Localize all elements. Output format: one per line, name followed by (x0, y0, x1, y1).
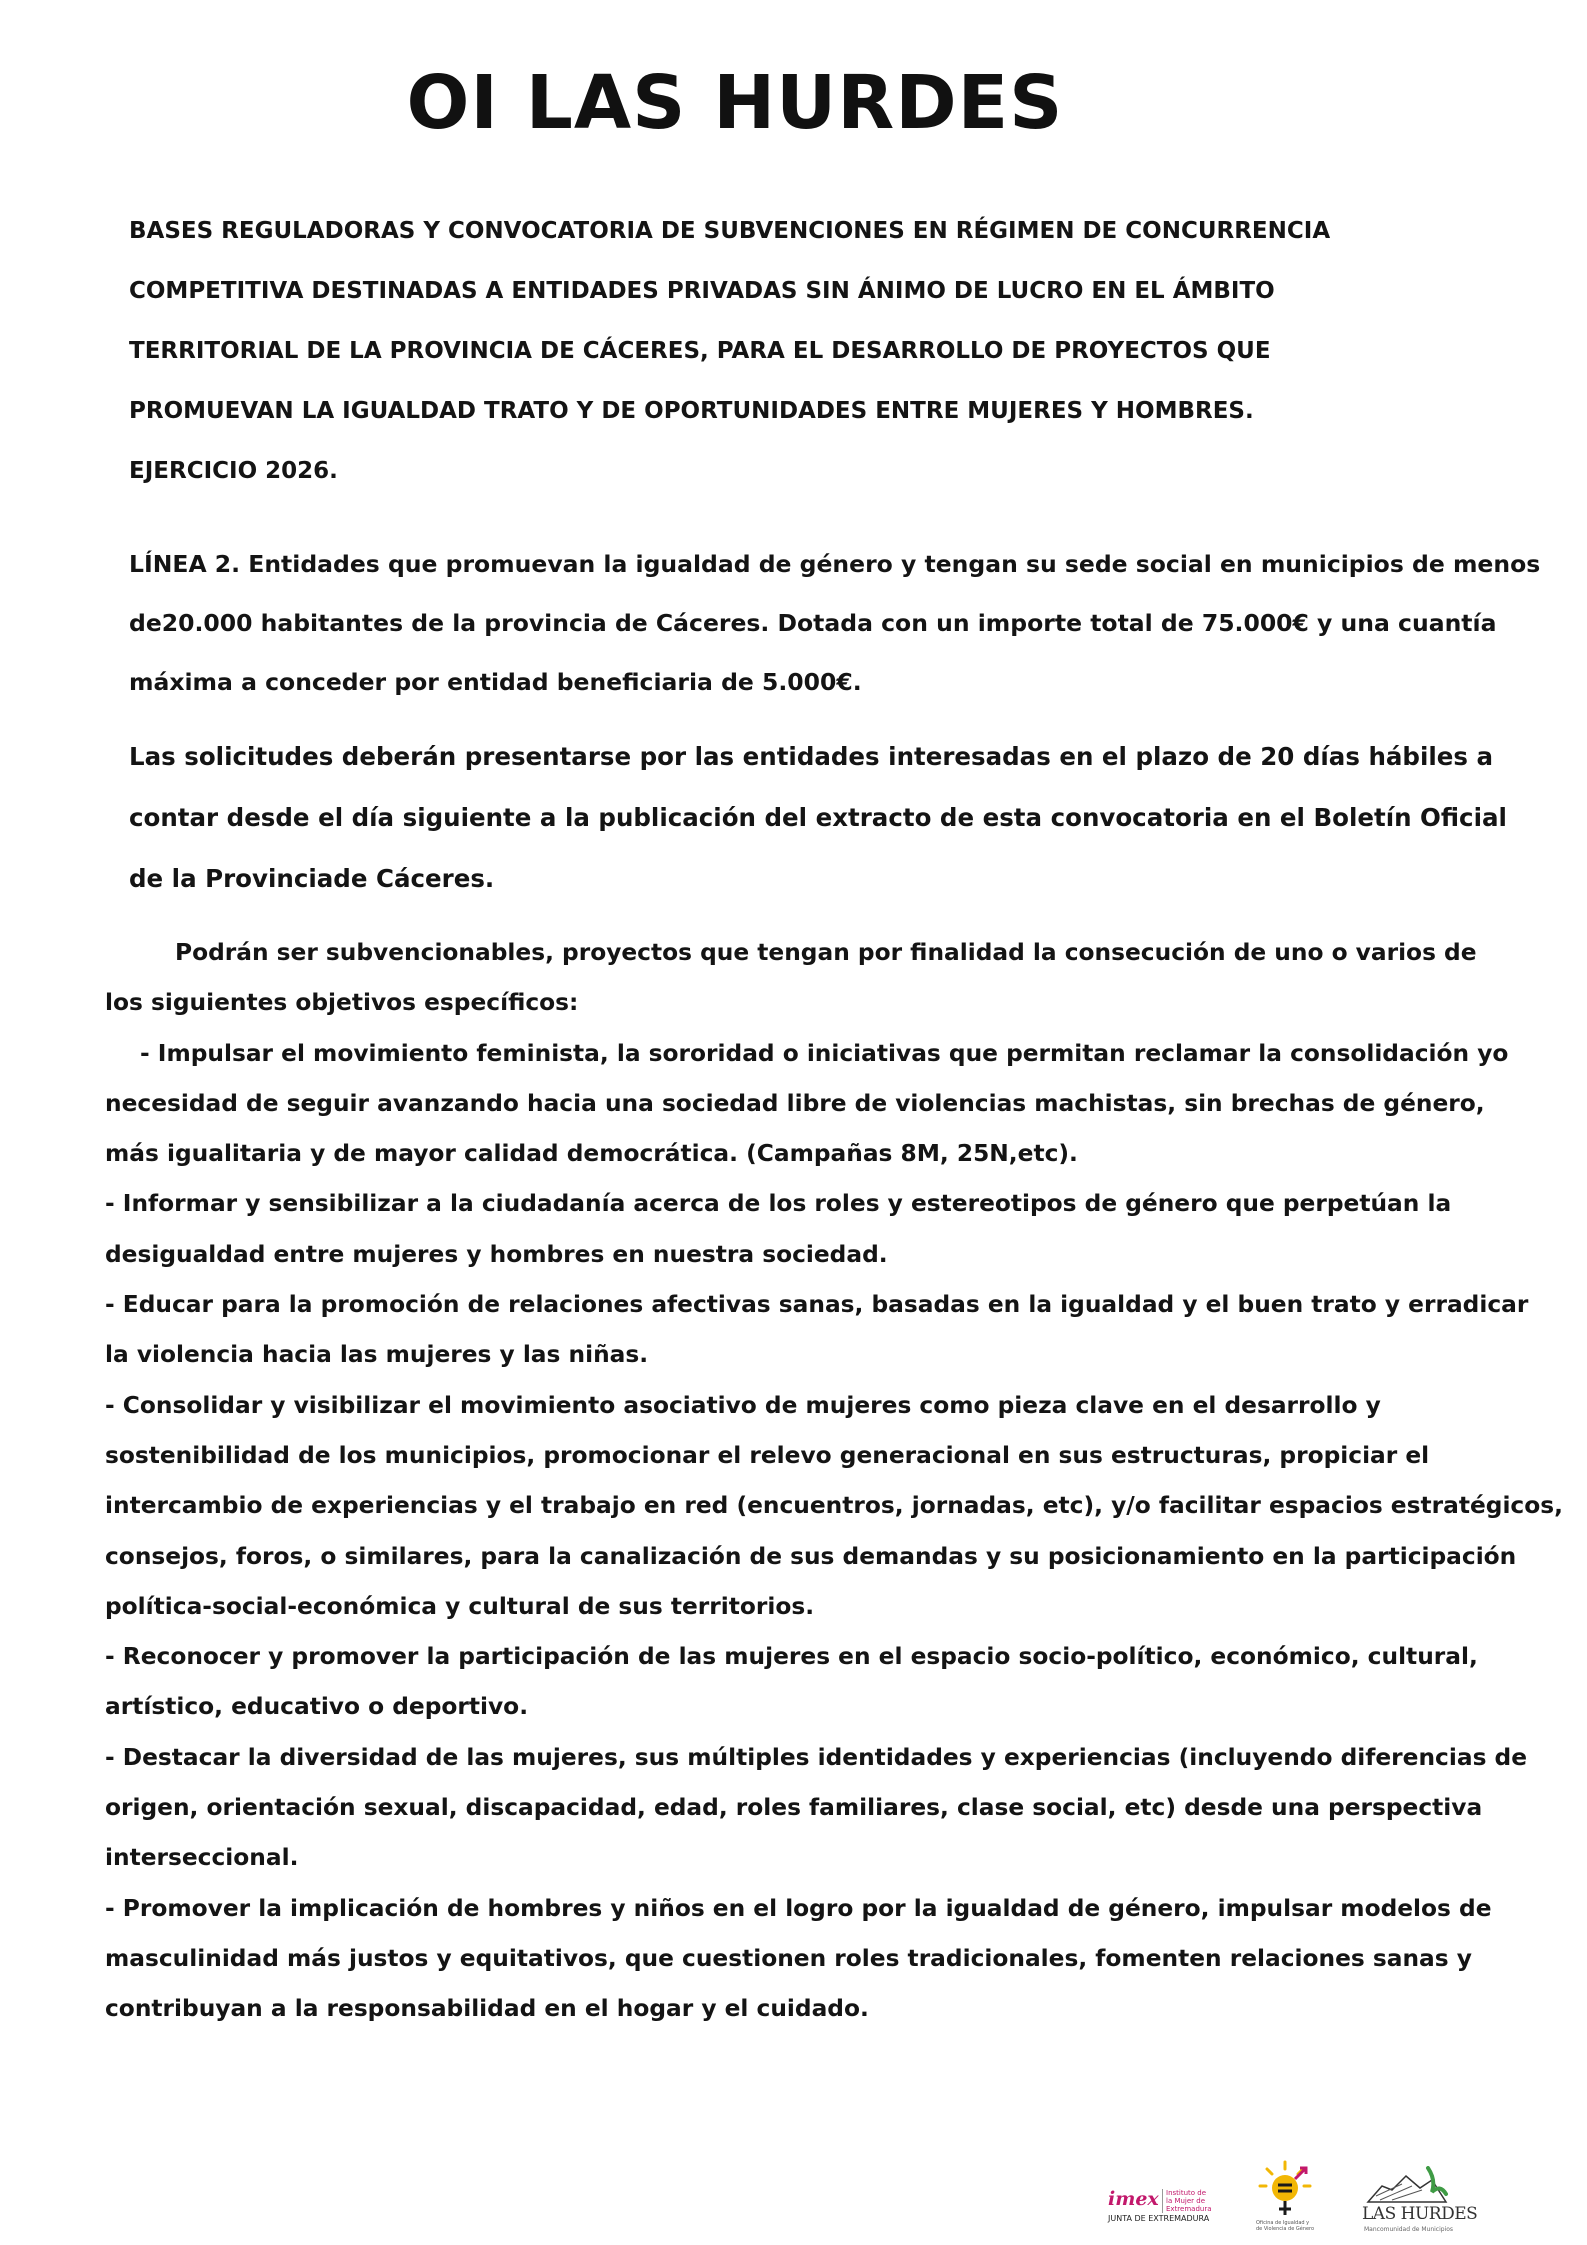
objective-line: - Informar y sensibilizar a la ciudadanía acerca de los roles y estereotipos de género que perpetúan la (105, 1190, 1452, 1218)
objective-line: la violencia hacia las mujeres y las niñas. (105, 1341, 649, 1369)
objective-line: desigualdad entre mujeres y hombres en nuestra sociedad. (105, 1240, 888, 1268)
objective-line: sostenibilidad de los municipios, promocionar el relevo generacional en sus estructuras, propiciar el (105, 1441, 1430, 1469)
objective-line: intercambio de experiencias y el trabajo en red (encuentros, jornadas, etc), y/o facilitar espacios estratégicos, (105, 1492, 1563, 1520)
page-title: OI LAS HURDES (406, 60, 1064, 146)
header-line: TERRITORIAL DE LA PROVINCIA DE CÁCERES, PARA EL DESARROLLO DE PROYECTOS QUE (129, 338, 1271, 364)
imex-logo (1100, 2188, 1220, 2228)
header-line: PROMUEVAN LA IGUALDAD TRATO Y DE OPORTUNIDADES ENTRE MUJERES Y HOMBRES. (129, 398, 1254, 424)
footer-logos (1090, 2160, 1490, 2240)
objective-line: origen, orientación sexual, discapacidad, edad, roles familiares, clase social, etc) desde una perspectiva (105, 1794, 1483, 1822)
imex-wordmark: imex (1108, 2188, 1159, 2210)
objective-line: más igualitaria y de mayor calidad democrática. (Campañas 8M, 25N,etc). (105, 1140, 1078, 1168)
deadline-paragraph (129, 737, 1507, 920)
hurdes-subtitle: Mancomunidad de Municipios (1364, 2226, 1454, 2233)
objective-line: - Reconocer y promover la participación de las mujeres en el espacio socio-político, económico, cultural, (105, 1643, 1478, 1671)
oficina-label: Oficina de Igualdad y de Violencia de Género (1256, 2220, 1315, 2232)
objective-line: consejos, foros, o similares, para la canalización de sus demandas y su posicionamiento en la participación (105, 1542, 1517, 1570)
hurdes-wordmark: LAS HURDES (1362, 2204, 1478, 2224)
junta-label: JUNTA DE EXTREMADURA (1108, 2214, 1210, 2223)
plazo-line: Las solicitudes deberán presentarse por las entidades interesadas en el plazo de 20 días hábiles a (129, 742, 1494, 771)
objective-line: interseccional. (105, 1844, 299, 1872)
linea-line: máxima a conceder por entidad beneficiaria de 5.000€. (129, 668, 862, 696)
objective-line: - Destacar la diversidad de las mujeres, sus múltiples identidades y experiencias (incluyendo diferencias de (105, 1743, 1528, 1771)
objective-line: artístico, educativo o deportivo. (105, 1693, 529, 1721)
linea-line: LÍNEA 2. Entidades que promuevan la igualdad de género y tengan su sede social en municipios de menos (129, 550, 1541, 578)
objective-line: política-social-económica y cultural de sus territorios. (105, 1592, 815, 1620)
linea-line: de20.000 habitantes de la provincia de Cáceres. Dotada con un importe total de 75.000€ y una cuantía (129, 609, 1497, 637)
objectives-intro-line: los siguientes objetivos específicos: (105, 989, 579, 1017)
call-header (129, 212, 1459, 512)
hurdes-landscape-icon (1362, 2166, 1452, 2206)
objective-line: - Impulsar el movimiento feminista, la sororidad o iniciativas que permitan reclamar la consolidación yo (140, 1039, 1509, 1067)
objectives-list (105, 933, 1563, 2040)
linea-2-paragraph (129, 544, 1541, 721)
objective-line: masculinidad más justos y equitativos, que cuestionen roles tradicionales, fomenten relaciones sanas y (105, 1944, 1472, 1972)
objective-line: - Educar para la promoción de relaciones afectivas sanas, basadas en la igualdad y el buen trato y erradicar (105, 1291, 1529, 1319)
objective-line: - Promover la implicación de hombres y niños en el logro por la igualdad de género, impulsar modelos de (105, 1894, 1492, 1922)
header-line: EJERCICIO 2026. (129, 458, 338, 484)
objective-line: - Consolidar y visibilizar el movimiento asociativo de mujeres como pieza clave en el desarrollo y (105, 1391, 1381, 1419)
equality-symbol-icon (1250, 2160, 1320, 2220)
imex-subtitle: Instituto de la Mujer de Extremadura (1162, 2189, 1214, 2213)
plazo-line: de la Provinciade Cáceres. (129, 864, 495, 893)
header-line: BASES REGULADORAS Y CONVOCATORIA DE SUBVENCIONES EN RÉGIMEN DE CONCURRENCIA (129, 218, 1331, 244)
plazo-line: contar desde el día siguiente a la publicación del extracto de esta convocatoria en el Boletín Oficial (129, 803, 1507, 832)
objective-line: contribuyan a la responsabilidad en el hogar y el cuidado. (105, 1995, 869, 2023)
las-hurdes-logo (1362, 2166, 1478, 2236)
objective-line: necesidad de seguir avanzando hacia una sociedad libre de violencias machistas, sin brechas de género, (105, 1089, 1485, 1117)
header-line: COMPETITIVA DESTINADAS A ENTIDADES PRIVADAS SIN ÁNIMO DE LUCRO EN EL ÁMBITO (129, 278, 1275, 304)
oficina-igualdad-logo (1250, 2160, 1320, 2240)
objectives-intro-line: Podrán ser subvencionables, proyectos que tengan por finalidad la consecución de uno o varios de (175, 939, 1477, 966)
